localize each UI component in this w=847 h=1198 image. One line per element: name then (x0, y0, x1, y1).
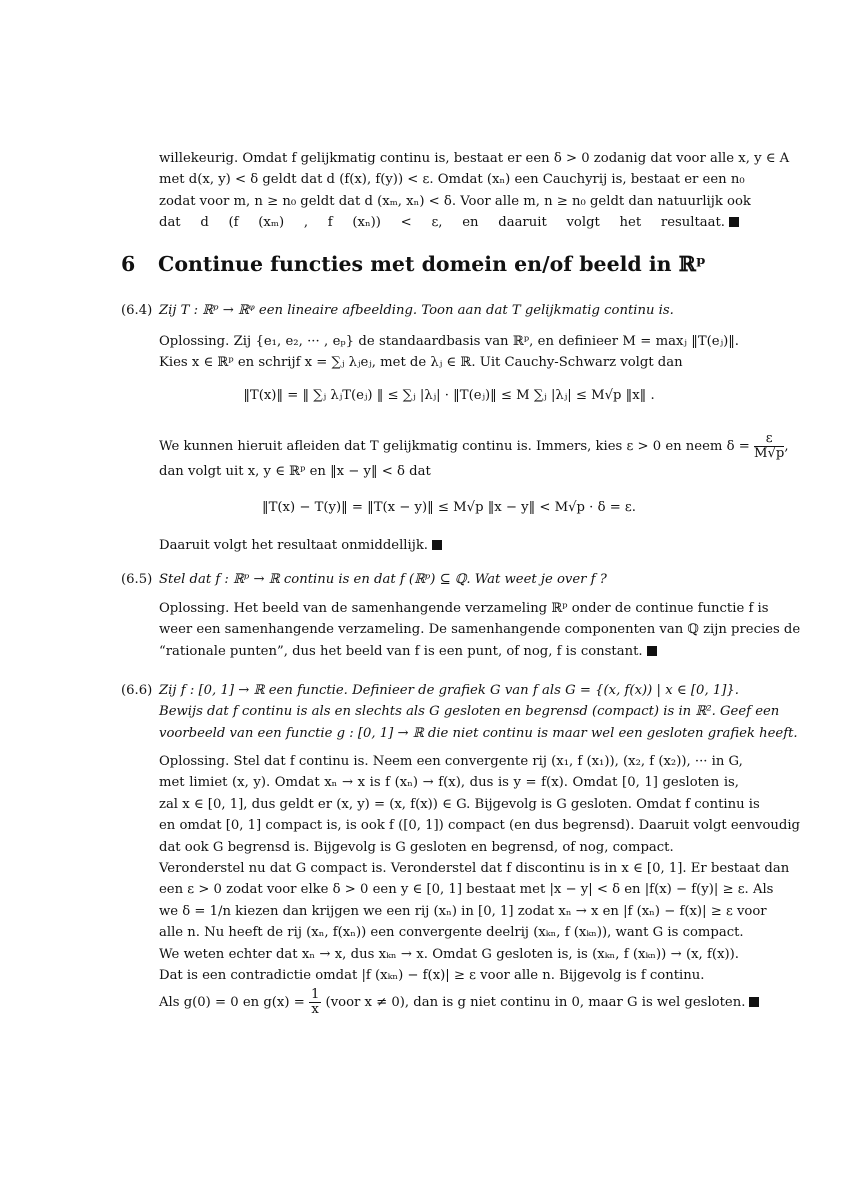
solution-6-4 (159, 331, 739, 374)
solution-6-5-line-2: weer een samenhangende verzameling. De samenhangende componenten van ℚ zijn precies de (159, 622, 801, 638)
qed-square-icon (729, 217, 739, 227)
solution-6-6-line-4: en omdat [0, 1] compact is, is ook f ([0, 1]) compact (en dus begrensd). Daaruit volgt eenvoudig (159, 818, 801, 834)
intro-line-4-text: dat d (f (xₘ) , f (xₙ)) < ε, en daaruit volgt het resultaat. (159, 215, 725, 231)
solution-6-6-line-1: Oplossing. Stel dat f continu is. Neem een convergente rij (x₁, f (x₁)), (x₂, f (x₂)), ··· in G, (159, 754, 743, 769)
equation-norm-bound: ‖T(x)‖ = ‖ ∑ⱼ λⱼT(eⱼ) ‖ ≤ ∑ⱼ |λⱼ| · ‖T(eⱼ)‖ ≤ M ∑ⱼ |λⱼ| ≤ M√p ‖x‖ . (243, 388, 655, 403)
solution-6-4-part-2 (159, 431, 789, 482)
solution-6-6-line-2: met limiet (x, y). Omdat xₙ → x is f (xₙ) → f(x), dus is y = f(x). Omdat [0, 1] gesloten is, (159, 775, 739, 791)
one-over-x-fraction (309, 988, 321, 1017)
exercise-statement-6-6 (159, 680, 798, 744)
conclusion-6-4 (159, 535, 739, 556)
qed-square-icon (432, 540, 442, 550)
intro-line-4 (159, 212, 739, 233)
statement-6-4-text: Zij T : ℝᵖ → ℝᵠ een lineaire afbeelding. Toon aan dat T gelijkmatig continu is. (159, 303, 674, 318)
last-line-text-a: Als g(0) = 0 en g(x) = (159, 995, 305, 1011)
conclusion-6-4-line (159, 535, 739, 556)
solution-6-6-line-5: dat ook G begrensd is. Bijgevolg is G gesloten en begrensd, of nog, compact. (159, 839, 674, 855)
section-number: 6 (121, 252, 136, 276)
solution-6-6-line-9: alle n. Nu heeft de rij (xₙ, f(xₙ)) een convergente deelrij (xₖₙ, f (xₖₙ)), want G is compact. (159, 925, 744, 941)
solution-6-6-line-7: een ε > 0 zodat voor elke δ > 0 een y ∈ [0, 1] bestaat met |x − y| < δ en |f(x) − f(y)| ≥ ε. Als (159, 882, 774, 898)
solution-6-4-line-1: Oplossing. Zij {e₁, e₂, ··· , eₚ} de standaardbasis van ℝᵖ, en definieer M = maxⱼ ‖T(eⱼ)‖. (159, 334, 739, 349)
solution-6-6-line-11: Dat is een contradictie omdat |f (xₖₙ) − f(x)| ≥ ε voor alle n. Bijgevolg is f continu. (159, 968, 705, 984)
delta-fraction (754, 432, 784, 461)
solution-6-5 (159, 598, 801, 662)
exercise-label-6-6: (6.6) (121, 683, 153, 698)
exercise-statement-6-4 (159, 300, 739, 321)
line-3-comma: , (784, 439, 789, 454)
solution-6-5-line-1: Oplossing. Het beeld van de samenhangende verzameling ℝᵖ onder de continue functie f is (159, 601, 769, 616)
solution-6-4-line-2: Kies x ∈ ℝᵖ en schrijf x = ∑ⱼ λⱼeⱼ, met de λⱼ ∈ ℝ. Uit Cauchy-Schwarz volgt dan (159, 355, 683, 371)
solution-6-6-line-10: We weten echter dat xₙ → x, dus xₖₙ → x. Omdat G gesloten is, is (xₖₙ, f (xₖₙ)) → (x, f(x)). (159, 946, 739, 962)
statement-6-5-text: Stel dat f : ℝᵖ → ℝ continu is en dat f (ℝᵖ) ⊆ ℚ. Wat weet je over f ? (159, 572, 607, 587)
solution-6-5-line-3-text: “rationale punten”, dus het beeld van f is een punt, of nog, f is constant. (159, 643, 643, 659)
solution-6-6-line-6: Veronderstel nu dat G compact is. Veronderstel dat f discontinu is in x ∈ [0, 1]. Er bestaat dan (159, 861, 790, 877)
statement-6-6-line-2: Bewijs dat f continu is als en slechts als G gesloten en begrensd (compact) is in ℝ². Geef een (159, 704, 780, 720)
qed-square-icon (749, 997, 759, 1007)
fraction-denominator: x (311, 1002, 319, 1018)
solution-6-6-line-3: zal x ∈ [0, 1], dus geldt er (x, y) = (x, f(x)) ∈ G. Bijgevolg is G gesloten. Omdat f continu is (159, 796, 760, 812)
fraction-numerator: 1 (310, 987, 320, 1003)
solution-6-6-line-8: we δ = 1/n kiezen dan krijgen we een rij (xₙ) in [0, 1] zodat xₙ → x en |f (xₙ) − f(x)| ≥ ε voor (159, 903, 767, 919)
intro-paragraph (159, 148, 790, 234)
solution-6-4-line-4: dan volgt uit x, y ∈ ℝᵖ en ‖x − y‖ < δ dat (159, 464, 431, 479)
intro-line-3: zodat voor m, n ≥ n₀ geldt dat d (xₘ, xₙ) < δ. Voor alle m, n ≥ n₀ geldt dan natuurlijk ook (159, 193, 751, 209)
statement-6-6-line-1: Zij f : [0, 1] → ℝ een functie. Definieer de grafiek G van f als G = {(x, f(x)) | x ∈ [0, 1]}. (159, 683, 739, 698)
solution-6-6 (159, 751, 801, 1018)
solution-6-6-last-line (159, 987, 746, 1018)
exercise-label-6-5: (6.5) (121, 572, 153, 587)
statement-6-6-line-3: voorbeeld van een functie g : [0, 1] → ℝ die niet continu is maar wel een gesloten grafiek heeft. (159, 725, 798, 741)
section-heading (121, 252, 706, 276)
line-3-text: We kunnen hieruit afleiden dat T gelijkmatig continu is. Immers, kies ε > 0 en neem δ = (159, 439, 750, 454)
intro-line-2: met d(x, y) < δ geldt dat d (f(x), f(y)) < ε. Omdat (xₙ) een Cauchyrij is, bestaat er een n₀ (159, 172, 745, 188)
solution-6-4-line-3 (159, 431, 789, 461)
delta-numerator: ε (754, 432, 784, 447)
last-line-text-b: (voor x ≠ 0), dan is g niet continu in 0, maar G is wel gesloten. (325, 995, 746, 1011)
section-title: Continue functies met domein en/of beeld in ℝᵖ (158, 252, 706, 276)
exercise-statement-6-5 (159, 569, 739, 590)
qed-square-icon (647, 646, 657, 656)
conclusion-6-4-text: Daaruit volgt het resultaat onmiddellijk. (159, 538, 429, 553)
solution-6-5-line-3 (159, 641, 739, 662)
exercise-label-6-4: (6.4) (121, 303, 153, 318)
equation-uniform-continuity: ‖T(x) − T(y)‖ = ‖T(x − y)‖ ≤ M√p ‖x − y‖ < M√p · δ = ε. (262, 500, 636, 515)
intro-line-1: willekeurig. Omdat f gelijkmatig continu is, bestaat er een δ > 0 zodanig dat voor alle x, y ∈ A (159, 151, 790, 166)
delta-denominator: M√p (754, 446, 785, 461)
